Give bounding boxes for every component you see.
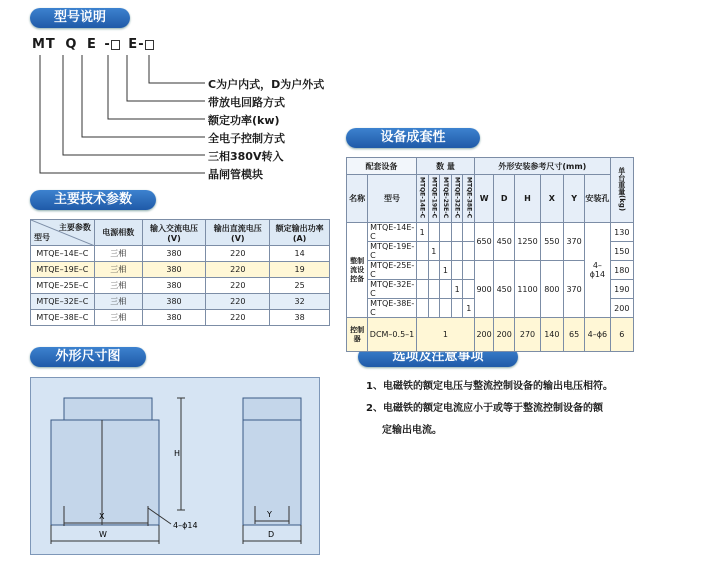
section-title-options: 选项及注意事项 (358, 347, 518, 367)
code-part-e: E (86, 37, 97, 52)
table-row: MTQE-25E-C 1 900 450 1100 800 370 180 (347, 261, 634, 280)
table-row: MTQE–25E–C 三相 380 220 25 (31, 278, 330, 294)
qty-col-32: MTQE-32E-C (451, 175, 463, 223)
equip-header-model: 型号 (368, 175, 417, 223)
dim-col-hole: 安装孔 (585, 175, 610, 223)
legend-item-3: 额定功率(kw) (208, 114, 280, 127)
table-row: MTQE-32E-C 1 190 (347, 280, 634, 299)
tech-table (30, 219, 330, 326)
table-row: MTQE–14E–C 三相 380 220 14 (31, 246, 330, 262)
equip-header-name: 名称 (347, 175, 368, 223)
note-item-2-cont: 定输出电流。 (382, 425, 442, 436)
section-title-model: 型号说明 (30, 8, 130, 28)
label-w: W (99, 530, 107, 539)
note-item-1: 1、电磁铁的额定电压与整流控制设备的输出电压相符。 (366, 381, 613, 392)
section-title-tech: 主要技术参数 (30, 190, 156, 210)
label-x: X (99, 512, 105, 521)
label-y: Y (267, 510, 272, 519)
code-part-e2: E (128, 37, 139, 52)
equip-table (346, 157, 634, 352)
label-d: D (268, 530, 275, 539)
code-part-dash1: - (104, 37, 111, 52)
label-hole: 4–ϕ14 (173, 521, 198, 530)
section-title-shape: 外形尺寸图 (30, 347, 146, 367)
equip-header-dims: 外形安装参考尺寸(mm) (475, 158, 611, 175)
table-row: 控制器 DCM–0.5–1 1 200 200 270 140 65 4–ϕ6 6 (347, 318, 634, 352)
legend-item-5: 三相380V转入 (208, 150, 284, 163)
table-row: MTQE-38E-C 1 200 (347, 299, 634, 318)
tech-header-power: 额定输出功率 (A) (270, 220, 330, 246)
tech-header-phase: 电源相数 (94, 220, 142, 246)
tech-header-output: 输出直流电压 (V) (206, 220, 270, 246)
dim-col-y: Y (564, 175, 585, 223)
qty-col-14: MTQE-14E-C (416, 175, 428, 223)
model-legend-lines (0, 0, 230, 185)
dimension-drawing-svg (31, 378, 321, 556)
legend-item-6: 晶闸管模块 (208, 168, 263, 181)
section-title-equip: 设备成套性 (346, 128, 480, 148)
legend-item-2: 带放电回路方式 (208, 96, 285, 109)
dim-col-w: W (475, 175, 494, 223)
dim-col-x: X (540, 175, 563, 223)
legend-item-4: 全电子控制方式 (208, 132, 285, 145)
qty-col-25: MTQE-25E-C (440, 175, 452, 223)
qty-col-19: MTQE-19E-C (428, 175, 440, 223)
code-part-mt: MT (32, 37, 56, 52)
tech-header-input: 输入交流电压 (V) (142, 220, 206, 246)
label-h: H (174, 449, 181, 458)
table-row: MTQE–38E–C 三相 380 220 38 (31, 310, 330, 326)
table-row: MTQE–32E–C 三相 380 220 32 (31, 294, 330, 310)
table-row: MTQE–19E–C 三相 380 220 19 (31, 262, 330, 278)
notes-list (366, 376, 686, 442)
table-row: 整制流设控备 MTQE-14E-C 1 650 450 1250 550 370 4–ϕ14 130 (347, 223, 634, 242)
equip-header-equip: 配套设备 (347, 158, 417, 175)
dim-col-h: H (515, 175, 540, 223)
code-part-dash2: - (138, 37, 145, 52)
group2-name: 控制器 (347, 318, 368, 352)
group1-name: 整制流设控备 (347, 223, 368, 318)
note-item-2: 2、电磁铁的额定电流应小于或等于整流控制设备的额 (366, 403, 603, 414)
table-row: MTQE-19E-C 1 150 (347, 242, 634, 261)
legend-item-1: C为户内式，D为户外式 (208, 78, 325, 91)
dimension-drawing (30, 377, 320, 555)
qty-col-38: MTQE-38E-C (463, 175, 475, 223)
equip-header-weight: 单台重量(kg) (610, 158, 633, 223)
dim-col-d: D (494, 175, 515, 223)
code-part-q: Q (65, 37, 78, 52)
equip-header-qty: 数 量 (416, 158, 474, 175)
tech-corner: 主要参数 型号 (31, 220, 95, 246)
